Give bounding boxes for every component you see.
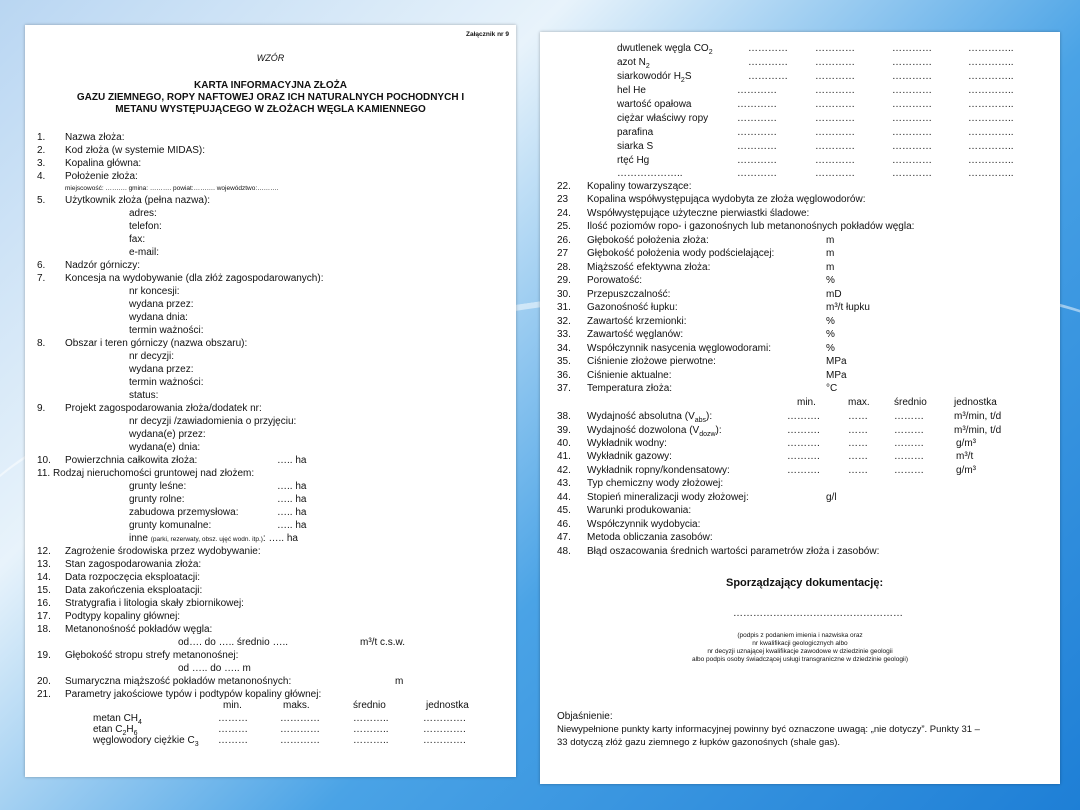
unit-value: ….. ha bbox=[277, 481, 307, 492]
unit-value: ….. ha bbox=[277, 494, 307, 505]
dots-cell: ………… bbox=[280, 724, 320, 735]
item-label: Nazwa złoża: bbox=[65, 132, 125, 143]
gas-text: azot N bbox=[617, 57, 646, 68]
unit-label: m bbox=[826, 262, 835, 273]
item-label: Gazonośność łupku: bbox=[587, 302, 678, 313]
gas-label-sulfur: siarka S bbox=[617, 141, 654, 152]
dots-cell: ………… bbox=[892, 99, 932, 110]
dots-cell: ……… bbox=[894, 425, 924, 436]
item-number: 34. bbox=[557, 343, 571, 354]
gas-label-h2s bbox=[617, 72, 692, 82]
item-number: 24. bbox=[557, 208, 571, 219]
range-fields: od…. do ….. średnio ….. bbox=[178, 637, 289, 648]
param-text: metan CH bbox=[93, 713, 139, 724]
dots-cell: …… bbox=[848, 411, 868, 422]
item-number: 3. bbox=[37, 158, 46, 169]
dots-cell: …………. bbox=[423, 713, 466, 724]
gas-text: dwutlenek węgla CO bbox=[617, 43, 709, 54]
item-number: 10. bbox=[37, 455, 51, 466]
item-label: Koncesja na wydobywanie (dla złóż zagospodarowanych): bbox=[65, 273, 324, 284]
item-label: Głębokość położenia złoża: bbox=[587, 235, 709, 246]
dots-cell: ………….. bbox=[968, 127, 1014, 138]
dots-cell: …… bbox=[848, 465, 868, 476]
item-number: 42. bbox=[557, 465, 571, 476]
dots-cell: ………… bbox=[737, 141, 777, 152]
item-number: 44. bbox=[557, 492, 571, 503]
dots-cell: ………… bbox=[737, 168, 777, 179]
param-label-ethane bbox=[93, 725, 138, 735]
dots-cell: ……… bbox=[218, 735, 248, 746]
column-header-avg: średnio bbox=[894, 397, 927, 408]
signature-line: …………………………………………… bbox=[733, 608, 903, 619]
item-label: Głębokość położenia wody podścielającej: bbox=[587, 248, 775, 259]
dots-cell: ………… bbox=[815, 168, 855, 179]
sub-label: wydana(e) dnia: bbox=[129, 442, 201, 453]
dots-cell: ………. bbox=[787, 411, 820, 422]
dots-cell: ………….. bbox=[968, 155, 1014, 166]
unit-label: m³/t bbox=[956, 451, 974, 462]
dots-cell: ……………….. bbox=[617, 168, 683, 179]
sub-label: grunty komunalne: bbox=[129, 520, 212, 531]
item-number: 6. bbox=[37, 260, 46, 271]
column-header-max: maks. bbox=[283, 700, 310, 711]
subscript: 3 bbox=[194, 741, 199, 748]
explanation-text: Niewypełnione punkty karty informacyjnej powinny być oznaczone uwagą: „nie dotyczy”. Punkty 31 – bbox=[557, 724, 980, 735]
unit-label: g/m³ bbox=[956, 438, 976, 449]
item-number: 36. bbox=[557, 370, 571, 381]
sub-label: grunty leśne: bbox=[129, 481, 187, 492]
unit-label: % bbox=[826, 343, 835, 354]
item-number: 38. bbox=[557, 411, 571, 422]
subscript: abs bbox=[694, 417, 707, 424]
dots-cell: ………….. bbox=[968, 113, 1014, 124]
dots-cell: ………. bbox=[787, 451, 820, 462]
sub-label: nr decyzji /zawiadomienia o przyjęciu: bbox=[129, 416, 297, 427]
unit-label: mD bbox=[826, 289, 842, 300]
item-number: 22. bbox=[557, 181, 571, 192]
dots-cell: ………… bbox=[748, 57, 788, 68]
dots-cell: ………… bbox=[892, 155, 932, 166]
unit-label: m³/t c.s.w. bbox=[360, 637, 405, 648]
item-label: Współczynnik nasycenia węglowodorami: bbox=[587, 343, 771, 354]
item-number: 46. bbox=[557, 519, 571, 530]
column-header-unit: jednostka bbox=[426, 700, 469, 711]
sub-label: fax: bbox=[129, 234, 146, 245]
item-label: Obszar i teren górniczy (nazwa obszaru): bbox=[65, 338, 248, 349]
dots-cell: ……… bbox=[218, 713, 248, 724]
item-number: 21. bbox=[37, 689, 51, 700]
item-number: 29. bbox=[557, 275, 571, 286]
item-number: 27 bbox=[557, 248, 569, 259]
item-number: 15. bbox=[37, 585, 51, 596]
item-number: 4. bbox=[37, 171, 46, 182]
explanation-text: 33 dotyczą złóż gazu ziemnego z łupków gazonośnych (shale gas). bbox=[557, 737, 841, 748]
gas-label-paraffin: parafina bbox=[617, 127, 654, 138]
unit-label: m³/min, t/d bbox=[954, 425, 1002, 436]
column-header-max: max. bbox=[848, 397, 870, 408]
dots-cell: ………… bbox=[815, 43, 855, 54]
sub-label: wydana przez: bbox=[129, 299, 194, 310]
dots-cell: ……….. bbox=[353, 724, 389, 735]
param-label-methane bbox=[93, 714, 142, 724]
item-label: Warunki produkowania: bbox=[587, 505, 692, 516]
item-number: 12. bbox=[37, 546, 51, 557]
unit-label: m bbox=[395, 676, 404, 687]
item-number: 35. bbox=[557, 356, 571, 367]
item-label: Wykładnik gazowy: bbox=[587, 451, 672, 462]
dots-cell: ………… bbox=[737, 99, 777, 110]
dots-cell: ……… bbox=[894, 451, 924, 462]
item-text: Wydajność dozwolona (V bbox=[587, 425, 700, 436]
dots-cell: ………… bbox=[737, 85, 777, 96]
item-label: Wykładnik wodny: bbox=[587, 438, 667, 449]
item-text: ): bbox=[715, 425, 722, 436]
dots-cell: …… bbox=[848, 451, 868, 462]
item-label: Ciśnienie aktualne: bbox=[587, 370, 672, 381]
item-label: Stopień mineralizacji wody złożowej: bbox=[587, 492, 749, 503]
subscript: 4 bbox=[138, 719, 142, 726]
item-label: Przepuszczalność: bbox=[587, 289, 671, 300]
gas-label-oil-density: ciężar właściwy ropy bbox=[617, 113, 709, 124]
item-number: 7. bbox=[37, 273, 46, 284]
item-label: Miąższość efektywna złoża: bbox=[587, 262, 711, 273]
column-header-min: min. bbox=[223, 700, 242, 711]
dots-cell: ………… bbox=[815, 71, 855, 82]
item-number: 43. bbox=[557, 478, 571, 489]
item-label bbox=[587, 426, 722, 436]
dots-cell: ………. bbox=[787, 465, 820, 476]
subscript: 2 bbox=[680, 77, 685, 84]
dots-cell: ………… bbox=[280, 735, 320, 746]
dots-cell: ………….. bbox=[968, 168, 1014, 179]
item-label: Zawartość węglanów: bbox=[587, 329, 684, 340]
title-line: METANU WYSTĘPUJĄCEGO W ZŁOŻACH WĘGLA KAMIENNEGO bbox=[115, 104, 426, 115]
item-number: 18. bbox=[37, 624, 51, 635]
signature-note-line: albo podpis osoby świadczącej usługi transgraniczne w dziedzinie geologii) bbox=[691, 656, 909, 663]
item-number: 45. bbox=[557, 505, 571, 516]
dots-cell: ………… bbox=[892, 168, 932, 179]
param-text: etan C bbox=[93, 724, 123, 735]
item-number: 33. bbox=[557, 329, 571, 340]
gas-text: S bbox=[684, 71, 692, 82]
item-label: Temperatura złoża: bbox=[587, 383, 673, 394]
unit-label: % bbox=[826, 316, 835, 327]
item-label: Data rozpoczęcia eksploatacji: bbox=[65, 572, 201, 583]
item-number: 14. bbox=[37, 572, 51, 583]
gas-label-mercury: rtęć Hg bbox=[617, 155, 650, 166]
unit-label: °C bbox=[826, 383, 838, 394]
item-text: Wydajność absolutna (V bbox=[587, 411, 695, 422]
dots-cell: ………… bbox=[748, 43, 788, 54]
item-label: Kopalina współwystępująca wydobyta ze złoża węglowodorów: bbox=[587, 194, 866, 205]
item-label: Metoda obliczania zasobów: bbox=[587, 532, 713, 543]
item-number: 41. bbox=[557, 451, 571, 462]
dots-cell: ………… bbox=[892, 71, 932, 82]
gas-label-co2 bbox=[617, 44, 713, 54]
unit-label: % bbox=[826, 275, 835, 286]
item-number: 48. bbox=[557, 546, 571, 557]
sub-label: telefon: bbox=[129, 221, 162, 232]
dots-cell: …… bbox=[848, 438, 868, 449]
item-label: Ilość poziomów ropo- i gazonośnych lub metanonośnych pokładów węgla: bbox=[587, 221, 915, 232]
title-line: GAZU ZIEMNEGO, ROPY NAFTOWEJ ORAZ ICH NATURALNYCH POCHODNYCH I bbox=[76, 92, 465, 103]
subscript: 6 bbox=[133, 730, 138, 737]
template-label: WZÓR bbox=[256, 53, 285, 63]
signature-title: Sporządzający dokumentację: bbox=[726, 577, 884, 589]
dots-cell: ………… bbox=[737, 113, 777, 124]
item-label: Kod złoża (w systemie MIDAS): bbox=[65, 145, 206, 156]
dots-cell: ………… bbox=[892, 57, 932, 68]
unit-label: m bbox=[826, 248, 835, 259]
other-note: (parki, rezerwaty, obsz. ujęć wodn. itp.) bbox=[150, 536, 263, 543]
dots-cell: ………….. bbox=[968, 85, 1014, 96]
sub-label: termin ważności: bbox=[129, 377, 204, 388]
item-label: Kopalina główna: bbox=[65, 158, 142, 169]
sub-label: nr koncesji: bbox=[129, 286, 180, 297]
unit-label: g/m³ bbox=[956, 465, 976, 476]
sub-label: nr decyzji: bbox=[129, 351, 175, 362]
dots-cell: …………. bbox=[423, 735, 466, 746]
dots-cell: ……… bbox=[894, 465, 924, 476]
document-page-right bbox=[540, 32, 1060, 784]
dots-cell: ………… bbox=[892, 43, 932, 54]
dots-cell: ………….. bbox=[968, 71, 1014, 82]
gas-label-he: hel He bbox=[617, 85, 646, 96]
item-number: 25. bbox=[557, 221, 571, 232]
item-number: 20. bbox=[37, 676, 51, 687]
unit-value: ….. ha bbox=[277, 520, 307, 531]
signature-note-line: nr decyzji uznającej kwalifikacje zawodowe w dziedzinie geologii bbox=[707, 648, 893, 655]
item-label: Kopaliny towarzyszące: bbox=[587, 181, 692, 192]
item-label: Ciśnienie złożowe pierwotne: bbox=[587, 356, 716, 367]
gas-label-calorific: wartość opałowa bbox=[617, 99, 692, 110]
item-number: 37. bbox=[557, 383, 571, 394]
item-label: Data zakończenia eksploatacji: bbox=[65, 585, 203, 596]
item-label: Głębokość stropu strefy metanonośnej: bbox=[65, 650, 239, 661]
item-label: Stan zagospodarowania złoża: bbox=[65, 559, 202, 570]
gas-label-n2 bbox=[617, 58, 650, 68]
item-label: Podtypy kopaliny głównej: bbox=[65, 611, 181, 622]
unit-label: m³/t łupku bbox=[826, 302, 870, 313]
item-number: 32. bbox=[557, 316, 571, 327]
dots-cell: ………….. bbox=[968, 57, 1014, 68]
sub-label: e-mail: bbox=[129, 247, 160, 258]
item-number: 5. bbox=[37, 195, 46, 206]
signature-note-line: (podpis z podaniem imienia i nazwiska oraz bbox=[737, 632, 863, 639]
item-number: 23 bbox=[557, 194, 569, 205]
item-label: 11. Rodzaj nieruchomości gruntowej nad złożem: bbox=[37, 468, 255, 479]
item-label: Typ chemiczny wody złożowej: bbox=[587, 478, 724, 489]
dots-cell: ………. bbox=[787, 438, 820, 449]
item-number: 40. bbox=[557, 438, 571, 449]
range-fields: od ….. do ….. m bbox=[178, 663, 251, 674]
dots-cell: ………… bbox=[748, 71, 788, 82]
unit-value: ….. ha bbox=[277, 455, 307, 466]
item-label: Współwystępujące użyteczne pierwiastki śladowe: bbox=[587, 208, 810, 219]
document-page-left bbox=[25, 25, 516, 777]
signature-note-line: nr kwalifikacji geologicznych albo bbox=[752, 640, 848, 647]
unit-value: ….. ha bbox=[277, 507, 307, 518]
item-number: 8. bbox=[37, 338, 46, 349]
dots-cell: ……….. bbox=[353, 735, 389, 746]
item-number: 17. bbox=[37, 611, 51, 622]
title-line: KARTA INFORMACYJNA ZŁOŻA bbox=[194, 80, 347, 91]
unit-label: MPa bbox=[826, 370, 847, 381]
sub-label: status: bbox=[129, 390, 159, 401]
item-label: Zawartość krzemionki: bbox=[587, 316, 687, 327]
sub-label: wydana dnia: bbox=[129, 312, 188, 323]
location-fields: miejscowość: ………. gmina: ………. powiat:………. województwo:………. bbox=[65, 185, 279, 192]
dots-cell: ………… bbox=[892, 127, 932, 138]
item-label: Stratygrafia i litologia skały zbiornikowej: bbox=[65, 598, 244, 609]
sub-label: zabudowa przemysłowa: bbox=[129, 507, 239, 518]
item-number: 28. bbox=[557, 262, 571, 273]
dots-cell: ………… bbox=[892, 85, 932, 96]
unit-label: m³/min, t/d bbox=[954, 411, 1002, 422]
item-label: Zagrożenie środowiska przez wydobywanie: bbox=[65, 546, 261, 557]
sub-label: adres: bbox=[129, 208, 157, 219]
dots-cell: ………… bbox=[280, 713, 320, 724]
signature-note bbox=[540, 632, 1060, 664]
dots-cell: ………… bbox=[815, 57, 855, 68]
item-label bbox=[587, 412, 712, 422]
sub-label: wydana przez: bbox=[129, 364, 194, 375]
unit-label: MPa bbox=[826, 356, 847, 367]
document-title bbox=[25, 80, 516, 116]
subscript: 2 bbox=[708, 49, 713, 56]
item-number: 30. bbox=[557, 289, 571, 300]
dots-cell: ………… bbox=[815, 141, 855, 152]
other-label: inne bbox=[129, 533, 148, 544]
unit-label: m bbox=[826, 235, 835, 246]
item-label: Położenie złoża: bbox=[65, 171, 138, 182]
sub-label: grunty rolne: bbox=[129, 494, 185, 505]
dots-cell: ………… bbox=[815, 99, 855, 110]
dots-cell: ………… bbox=[737, 127, 777, 138]
dots-cell: ………… bbox=[815, 113, 855, 124]
dots-cell: ………… bbox=[815, 85, 855, 96]
column-header-min: min. bbox=[797, 397, 816, 408]
item-number: 47. bbox=[557, 532, 571, 543]
dots-cell: ………… bbox=[892, 141, 932, 152]
item-text: ): bbox=[706, 411, 713, 422]
item-label: Metanonośność pokładów węgla: bbox=[65, 624, 213, 635]
subscript: 2 bbox=[645, 63, 650, 70]
dots-cell: …… bbox=[848, 425, 868, 436]
unit-label: g/l bbox=[826, 492, 837, 503]
param-text: H bbox=[126, 724, 134, 735]
item-label: Parametry jakościowe typów i podtypów kopaliny głównej: bbox=[65, 689, 322, 700]
item-label: Powierzchnia całkowita złoża: bbox=[65, 455, 198, 466]
item-number: 13. bbox=[37, 559, 51, 570]
dots-cell: ………… bbox=[737, 155, 777, 166]
param-text: węglowodory ciężkie C bbox=[93, 735, 195, 746]
item-label: Sumaryczna miąższość pokładów metanonośnych: bbox=[65, 676, 292, 687]
dots-cell: ………….. bbox=[968, 99, 1014, 110]
dots-cell: ………. bbox=[787, 425, 820, 436]
dots-cell: ……… bbox=[894, 411, 924, 422]
item-number: 1. bbox=[37, 132, 46, 143]
dots-cell: …………. bbox=[423, 724, 466, 735]
item-label: Współczynnik wydobycia: bbox=[587, 519, 701, 530]
item-label: Wykładnik ropny/kondensatowy: bbox=[587, 465, 730, 476]
sub-label: wydana(e) przez: bbox=[129, 429, 206, 440]
unit-label: % bbox=[826, 329, 835, 340]
dots-cell: ………….. bbox=[968, 141, 1014, 152]
dots-cell: ………… bbox=[815, 127, 855, 138]
item-number: 9. bbox=[37, 403, 46, 414]
gas-text: siarkowodór H bbox=[617, 71, 681, 82]
item-number: 2. bbox=[37, 145, 46, 156]
dots-cell: ………… bbox=[892, 113, 932, 124]
dots-cell: ……….. bbox=[353, 713, 389, 724]
sub-label: termin ważności: bbox=[129, 325, 204, 336]
dots-cell: ………… bbox=[815, 155, 855, 166]
dots-cell: ……… bbox=[218, 724, 248, 735]
item-label: Nadzór górniczy: bbox=[65, 260, 141, 271]
item-number: 31. bbox=[557, 302, 571, 313]
dots-cell: ……… bbox=[894, 438, 924, 449]
item-number: 26. bbox=[557, 235, 571, 246]
item-number: 16. bbox=[37, 598, 51, 609]
item-number: 19. bbox=[37, 650, 51, 661]
item-label: Porowatość: bbox=[587, 275, 643, 286]
param-label-heavy-hydrocarbons bbox=[93, 736, 199, 746]
unit-value: : ….. ha bbox=[262, 533, 298, 544]
column-header-unit: jednostka bbox=[954, 397, 997, 408]
item-label: Błąd oszacowania średnich wartości parametrów złoża i zasobów: bbox=[587, 546, 880, 557]
dots-cell: ………….. bbox=[968, 43, 1014, 54]
item-label: Projekt zagospodarowania złoża/dodatek nr: bbox=[65, 403, 262, 414]
annex-label: Załącznik nr 9 bbox=[466, 31, 509, 38]
subscript: 2 bbox=[122, 730, 127, 737]
explanation-label: Objaśnienie: bbox=[557, 711, 613, 722]
item-label: Użytkownik złoża (pełna nazwa): bbox=[65, 195, 211, 206]
column-header-avg: średnio bbox=[353, 700, 386, 711]
subscript: dozw bbox=[699, 431, 716, 438]
item-number: 39. bbox=[557, 425, 571, 436]
sub-label bbox=[129, 534, 298, 545]
